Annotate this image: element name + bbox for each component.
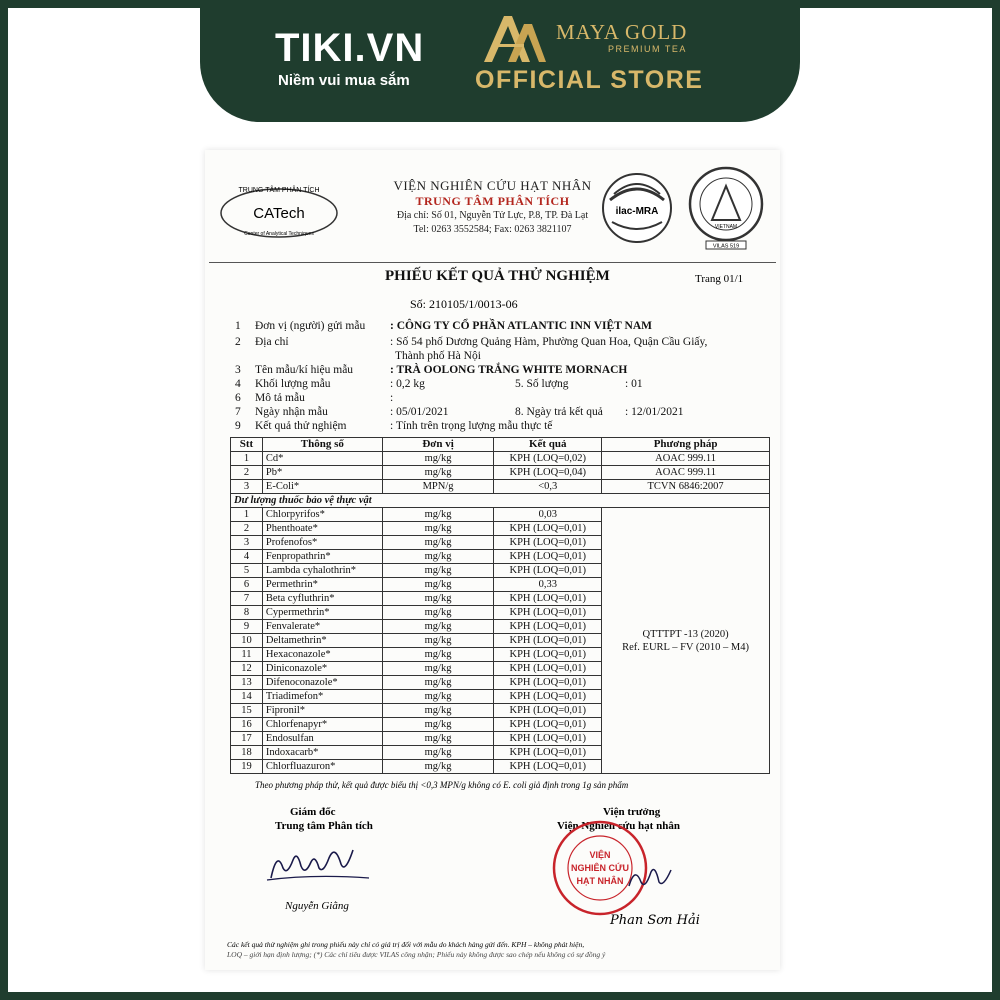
cell-result: KPH (LOQ=0,01) <box>494 634 602 648</box>
cell-stt: 1 <box>231 452 263 466</box>
cell-unit: mg/kg <box>382 718 494 732</box>
cell-result: KPH (LOQ=0,01) <box>494 648 602 662</box>
cell-unit: mg/kg <box>382 662 494 676</box>
cell-parameter: Difenoconazole* <box>262 676 382 690</box>
report-page: Trang 01/1 <box>695 273 744 285</box>
info-number: 4 <box>235 378 241 390</box>
cell-result: KPH (LOQ=0,01) <box>494 690 602 704</box>
info-label: Đơn vị (người) gửi mẫu <box>255 320 366 332</box>
tiki-logo[interactable]: TIKI.VN <box>275 26 425 70</box>
report-title: PHIẾU KẾT QUẢ THỬ NGHIỆM <box>385 268 610 284</box>
info-value: : 05/01/2021 <box>390 406 449 418</box>
cell-unit: mg/kg <box>382 690 494 704</box>
maya-gold-name: MAYA GOLD <box>556 20 688 44</box>
info-label: Khối lượng mẫu <box>255 378 331 390</box>
cell-method: AOAC 999.11 <box>602 452 770 466</box>
cell-parameter: Chlorfluazuron* <box>262 760 382 774</box>
cell-result: KPH (LOQ=0,01) <box>494 550 602 564</box>
disclaimer-line-2: LOQ – giới hạn định lượng; (*) Các chỉ tiêu được VILAS công nhận; Phiếu này không được sao chép nếu không có sự đồng ý <box>227 950 606 959</box>
cell-method: AOAC 999.11 <box>602 466 770 480</box>
column-header-stt: Stt <box>231 438 263 452</box>
cell-unit: mg/kg <box>382 564 494 578</box>
info-label: 8. Ngày trả kết quả <box>515 406 603 418</box>
cell-unit: mg/kg <box>382 704 494 718</box>
cell-parameter: Fipronil* <box>262 704 382 718</box>
section-title: Dư lượng thuốc bảo vệ thực vật <box>231 494 770 508</box>
cell-stt: 6 <box>231 578 263 592</box>
cell-unit: mg/kg <box>382 578 494 592</box>
cell-parameter: Chlorfenapyr* <box>262 718 382 732</box>
cell-parameter: Permethrin* <box>262 578 382 592</box>
cell-unit: mg/kg <box>382 550 494 564</box>
column-header-parameter: Thông số <box>262 438 382 452</box>
cell-stt: 19 <box>231 760 263 774</box>
cell-result: KPH (LOQ=0,01) <box>494 704 602 718</box>
cell-stt: 12 <box>231 662 263 676</box>
cell-stt: 14 <box>231 690 263 704</box>
cell-unit: mg/kg <box>382 760 494 774</box>
vietnam-text: VIETNAM <box>714 224 738 230</box>
maya-gold-logo-icon <box>478 10 548 66</box>
cell-unit: mg/kg <box>382 522 494 536</box>
test-report-document <box>205 150 780 970</box>
cell-result: 0,33 <box>494 578 602 592</box>
cell-parameter: Lambda cyhalothrin* <box>262 564 382 578</box>
cell-unit: mg/kg <box>382 466 494 480</box>
cell-parameter: Deltamethrin* <box>262 634 382 648</box>
cell-parameter: Hexaconazole* <box>262 648 382 662</box>
cell-unit: MPN/g <box>382 480 494 494</box>
cell-stt: 18 <box>231 746 263 760</box>
cell-result: KPH (LOQ=0,01) <box>494 620 602 634</box>
cell-result: KPH (LOQ=0,02) <box>494 452 602 466</box>
cell-parameter: Cypermethrin* <box>262 606 382 620</box>
info-label: Kết quả thử nghiệm <box>255 420 347 432</box>
info-label: 5. Số lượng <box>515 378 569 390</box>
info-value: : Tính trên trọng lượng mẫu thực tế <box>390 420 553 432</box>
method-line: Ref. EURL – FV (2010 – M4) <box>622 641 750 653</box>
table-row <box>231 508 770 522</box>
ilac-text: ilac-MRA <box>615 206 659 217</box>
column-header-result: Kết quả <box>494 438 602 452</box>
left-signer-name: Nguyễn Giằng <box>285 900 349 912</box>
cell-stt: 9 <box>231 620 263 634</box>
cell-stt: 4 <box>231 550 263 564</box>
cell-result: KPH (LOQ=0,04) <box>494 466 602 480</box>
cell-result: KPH (LOQ=0,01) <box>494 760 602 774</box>
cell-unit: mg/kg <box>382 746 494 760</box>
cell-parameter: Pb* <box>262 466 382 480</box>
stamp-line-1: VIỆN <box>589 850 611 860</box>
cell-parameter: Beta cyfluthrin* <box>262 592 382 606</box>
cell-stt: 2 <box>231 466 263 480</box>
cell-unit: mg/kg <box>382 592 494 606</box>
cell-stt: 11 <box>231 648 263 662</box>
left-signer-title: Giám đốc <box>290 806 336 818</box>
cell-result: KPH (LOQ=0,01) <box>494 662 602 676</box>
cell-result: KPH (LOQ=0,01) <box>494 564 602 578</box>
cell-unit: mg/kg <box>382 620 494 634</box>
cell-method-merged <box>602 508 770 774</box>
cell-stt: 1 <box>231 508 263 522</box>
cell-stt: 3 <box>231 480 263 494</box>
cell-result: KPH (LOQ=0,01) <box>494 718 602 732</box>
cell-stt: 8 <box>231 606 263 620</box>
cell-result: 0,03 <box>494 508 602 522</box>
cell-parameter: Cd* <box>262 452 382 466</box>
cell-result: KPH (LOQ=0,01) <box>494 536 602 550</box>
cell-method: TCVN 6846:2007 <box>602 480 770 494</box>
ilac-mra-logo-icon <box>598 170 676 246</box>
cell-unit: mg/kg <box>382 606 494 620</box>
method-line: QTTTPT -13 (2020) <box>642 628 729 640</box>
cell-unit: mg/kg <box>382 732 494 746</box>
cell-stt: 7 <box>231 592 263 606</box>
store-banner <box>200 0 800 122</box>
bureau-of-accreditation-logo-icon <box>682 164 770 250</box>
info-number: 6 <box>235 392 241 404</box>
cell-unit: mg/kg <box>382 676 494 690</box>
cell-parameter: Indoxacarb* <box>262 746 382 760</box>
report-number: Số: 210105/1/0013-06 <box>410 297 518 311</box>
cell-stt: 2 <box>231 522 263 536</box>
header-divider <box>209 262 776 263</box>
table-row <box>231 452 770 466</box>
cell-parameter: Diniconazole* <box>262 662 382 676</box>
cell-parameter: Chlorpyrifos* <box>262 508 382 522</box>
table-section-row <box>231 494 770 508</box>
cell-unit: mg/kg <box>382 508 494 522</box>
info-label: Mô tả mẫu <box>255 392 305 404</box>
cell-stt: 15 <box>231 704 263 718</box>
ecoli-note: Theo phương pháp thử, kết quả được biểu thị <0,3 MPN/g không có E. coli giả định trong 1g sản phẩm <box>255 780 629 790</box>
catech-name-text: CATech <box>253 205 305 222</box>
cell-stt: 5 <box>231 564 263 578</box>
center-name: TRUNG TÂM PHÂN TÍCH <box>415 194 570 208</box>
cell-result: KPH (LOQ=0,01) <box>494 676 602 690</box>
maya-gold-subtitle: PREMIUM TEA <box>608 44 687 54</box>
column-header-unit: Đơn vị <box>382 438 494 452</box>
right-signer-org: Viện Nghiên cứu hạt nhân <box>557 820 680 832</box>
official-store-label: OFFICIAL STORE <box>475 66 704 94</box>
info-number: 2 <box>235 336 241 348</box>
table-row <box>231 466 770 480</box>
cell-unit: mg/kg <box>382 634 494 648</box>
cell-result: KPH (LOQ=0,01) <box>494 592 602 606</box>
info-value: : <box>390 392 394 404</box>
right-signature-icon <box>625 862 675 892</box>
left-signer-org: Trung tâm Phân tích <box>275 820 373 832</box>
info-number: 9 <box>235 420 241 432</box>
cell-result: KPH (LOQ=0,01) <box>494 746 602 760</box>
info-number: 1 <box>235 320 241 332</box>
table-row <box>231 480 770 494</box>
disclaimer-line-1: Các kết quả thử nghiệm ghi trong phiếu này chỉ có giá trị đối với mẫu do khách hàng gửi đến. KPH – không phát hiện, <box>227 940 585 949</box>
cell-unit: mg/kg <box>382 648 494 662</box>
cell-stt: 10 <box>231 634 263 648</box>
stamp-line-2: NGHIÊN CỨU <box>571 863 629 873</box>
lab-phone: Tel: 0263 3552584; Fax: 0263 3821107 <box>413 224 572 235</box>
tiki-tagline: Niềm vui mua sắm <box>278 72 410 89</box>
cell-parameter: Endosulfan <box>262 732 382 746</box>
info-value: : 01 <box>625 378 643 390</box>
cell-parameter: Fenvalerate* <box>262 620 382 634</box>
results-table <box>230 437 770 774</box>
info-value: Thành phố Hà Nội <box>395 350 481 362</box>
cell-result: KPH (LOQ=0,01) <box>494 522 602 536</box>
info-value: : 0,2 kg <box>390 378 425 390</box>
cell-stt: 13 <box>231 676 263 690</box>
table-header-row <box>231 438 770 452</box>
cell-result: <0,3 <box>494 480 602 494</box>
cell-parameter: Phenthoate* <box>262 522 382 536</box>
cell-parameter: Triadimefon* <box>262 690 382 704</box>
info-label: Tên mẫu/kí hiệu mẫu <box>255 364 354 376</box>
stamp-line-3: HẠT NHÂN <box>576 876 624 886</box>
catech-sub-text: Center of Analytical Techniques <box>244 231 314 237</box>
info-value: : 12/01/2021 <box>625 406 684 418</box>
info-value: : TRÀ OOLONG TRẮNG WHITE MORNACH <box>390 364 628 376</box>
cell-stt: 17 <box>231 732 263 746</box>
info-label: Ngày nhận mẫu <box>255 406 328 418</box>
right-signer-name: Phan Sơn Hải <box>610 913 700 928</box>
info-number: 3 <box>235 364 241 376</box>
info-value: : CÔNG TY CỔ PHẦN ATLANTIC INN VIỆT NAM <box>390 320 652 332</box>
info-number: 7 <box>235 406 241 418</box>
cell-result: KPH (LOQ=0,01) <box>494 606 602 620</box>
info-label: Địa chỉ <box>255 336 289 348</box>
lab-address: Địa chỉ: Số 01, Nguyễn Tử Lực, P.8, TP. Đà Lạt <box>396 210 589 221</box>
cell-stt: 16 <box>231 718 263 732</box>
catech-top-text: TRUNG TÂM PHÂN TÍCH <box>238 187 320 194</box>
right-signer-title: Viện trưởng <box>603 806 661 818</box>
cell-parameter: E-Coli* <box>262 480 382 494</box>
cell-parameter: Profenofos* <box>262 536 382 550</box>
left-signature-icon <box>263 840 373 885</box>
vilas-text: VILAS 519 <box>712 243 740 250</box>
column-header-method: Phương pháp <box>602 438 770 452</box>
info-value: : Số 54 phố Dương Quảng Hàm, Phường Quan Hoa, Quận Cầu Giấy, <box>390 336 708 348</box>
institute-name: VIỆN NGHIÊN CỨU HẠT NHÂN <box>393 178 592 193</box>
cell-unit: mg/kg <box>382 536 494 550</box>
cell-stt: 3 <box>231 536 263 550</box>
cell-unit: mg/kg <box>382 452 494 466</box>
cell-result: KPH (LOQ=0,01) <box>494 732 602 746</box>
cell-parameter: Fenpropathrin* <box>262 550 382 564</box>
